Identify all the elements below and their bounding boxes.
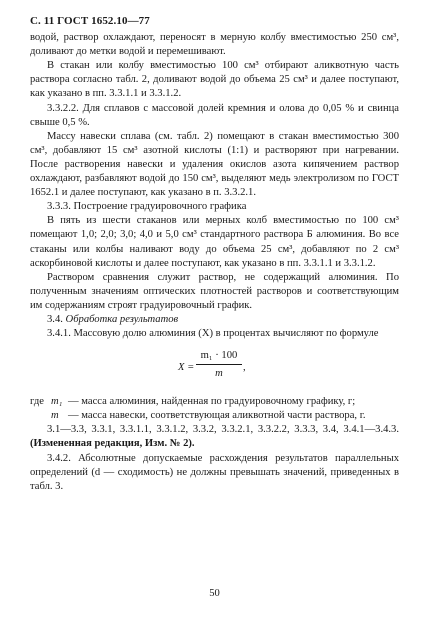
definition-symbol: m — [51, 410, 59, 422]
formula-comma: , — [243, 362, 246, 374]
revision-label: (Измененная редакция, Изм. № 2). — [30, 438, 195, 450]
revision-items: 3.1—3.3, 3.3.1, 3.3.1.1, 3.3.1.2, 3.3.2, 3.3.2.1, 3.3.2.2, 3.3.3, 3.4, 3.4.1—3.4.3. — [47, 424, 399, 436]
page-number: 50 — [209, 588, 220, 599]
paragraph-clause-3-3-3: 3.3.3. Построение градуировочного графика — [47, 201, 247, 213]
definition-symbol: m₁ — [51, 396, 63, 408]
aluminium-formula — [30, 347, 399, 389]
paragraph-clause-3-3-2-2: 3.3.2.2. Для сплавов с массовой долей кремния и олова до 0,05 % и свинца свыше 0,5 %. — [30, 102, 399, 128]
document-page — [30, 14, 399, 599]
definition-prefix — [30, 409, 51, 423]
formula-lhs: X = — [178, 362, 195, 374]
section-heading-3-4 — [30, 313, 399, 327]
formula-definitions — [30, 395, 399, 423]
definition-prefix: где — [30, 396, 44, 408]
definition-m1 — [30, 395, 399, 409]
formula-fraction — [196, 349, 242, 381]
fraction-bar — [196, 364, 242, 365]
paragraph-aliquot: В стакан или колбу вместимостью 100 см³ отбирают аликвотную часть раствора согласно табл. 2, доливают водой до объема 25 см³ и далее поступают, как указано в пп. 3.3.1.1 и 3.3.1.2. — [30, 60, 399, 100]
page-header: С. 11 ГОСТ 1652.10—77 — [30, 15, 150, 27]
formula-denominator: m — [215, 368, 223, 380]
paragraph-standard-solutions: В пять из шести стаканов или мерных колб вместимостью по 100 см³ помещают 1,0; 2,0; 3,0; 4,0 и 5,0 см³ стандартного раствора Б алюминия. Во все стаканы или колбы наливают воду до объема 25 см³, добавляют по 2 см³ аскорбиновой кислоты и далее поступают, как указано в пп. 3.3.1.1 и 3.3.1.2. — [30, 215, 399, 269]
paragraph-sample-dissolution: Массу навески сплава (см. табл. 2) помещают в стакан вместимостью 300 см³, добавляют 15 см³ азотной кислоты (1:1) и растворяют при нагревании. После растворения навески и удаления окислов азота кипячением раствор охлаждают, разбавляют водой до 150 см³, выделяют медь электролизом по ГОСТ 1652.1 и далее поступают, как указано в п. 3.3.2.1. — [30, 130, 399, 199]
formula-numerator: m₁ · 100 — [200, 350, 238, 362]
definition-m — [30, 409, 399, 423]
revision-note — [30, 423, 399, 451]
definition-text: — масса навески, соответствующая аликвотной части раствора, г. — [68, 410, 366, 422]
section-number: 3.4. — [47, 313, 63, 325]
section-title: Обработка результатов — [65, 313, 179, 325]
definition-text: — масса алюминия, найденная по градуировочному графику, г; — [68, 396, 356, 408]
paragraph-clause-3-4-2: 3.4.2. Абсолютные допускаемые расхождения результатов параллельных определений (d — сходимость) не должны превышать значений, приведенных в табл. 3. — [30, 452, 399, 492]
paragraph-clause-3-4-1: 3.4.1. Массовую долю алюминия (X) в процентах вычисляют по формуле — [47, 328, 379, 340]
paragraph-cooling: водой, раствор охлаждают, переносят в мерную колбу вместимостью 250 см³, доливают до метки водой и перемешивают. — [30, 32, 399, 58]
paragraph-reference-solution: Раствором сравнения служит раствор, не содержащий алюминия. По полученным значениям оптических плотностей растворов и соответствующим им содержаниям строят градуировочный график. — [30, 271, 399, 311]
